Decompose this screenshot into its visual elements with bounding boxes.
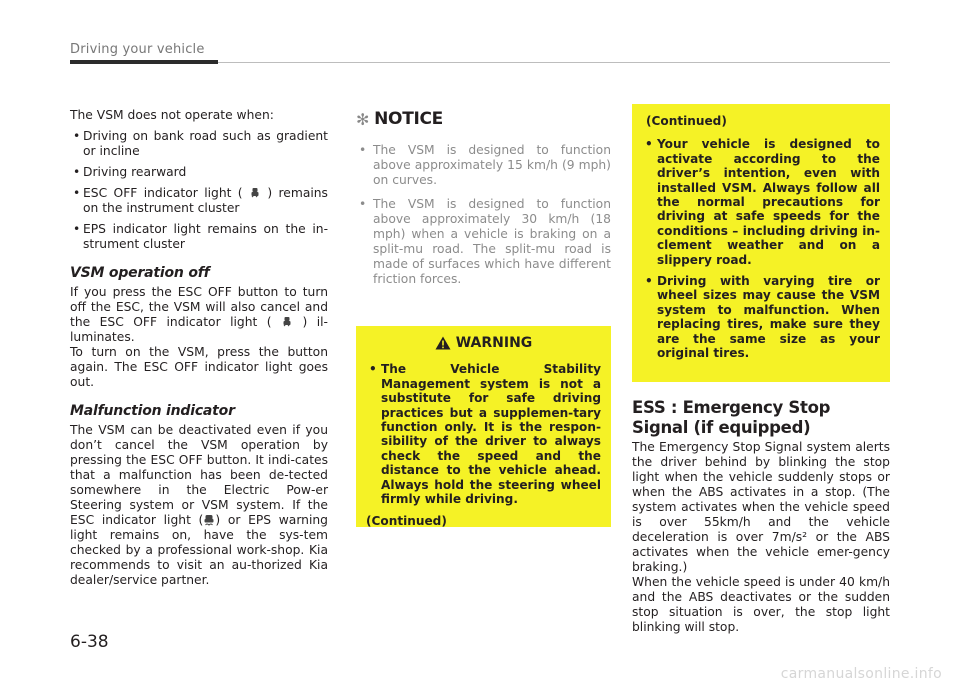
list-item: • EPS indicator light remains on the in-strument cluster — [73, 222, 328, 251]
list-item: • ESC OFF indicator light ( ) remains on the instrument cluster — [73, 186, 328, 215]
watermark: carmanualsonline.info — [780, 666, 942, 682]
middle-column — [356, 108, 611, 296]
warning-list — [366, 362, 601, 506]
vsm-operation-off-text: If you press the ESC OFF button to turn off the ESC, the VSM will also cancel and the ESC OFF indicator light ( ) il-luminates. — [70, 285, 328, 344]
list-item: • Driving with varying tire or wheel sizes may cause the VSM system to malfunction. When replacing tires, make sure they are the same size as your original tires. — [645, 274, 880, 361]
list-item: • Driving rearward — [73, 165, 187, 179]
right-column — [632, 104, 890, 635]
malfunction-indicator-text: The VSM can be deactivated even if you don’t cancel the VSM operation by pressing the ESC OFF button. It indi-cates that a malfunction has been de-tected somewhere in the Electric Pow-er Steering system or VSM system. If the ESC indicator light ( ) or EPS warning light remains on, have the sys-tem checked by a professional work-shop. Kia recommends to visit an au-thorized Kia dealer/service partner. — [70, 423, 328, 587]
vsm-not-operate-list — [70, 129, 328, 252]
header-bar — [70, 60, 218, 64]
esc-indicator-icon — [203, 514, 215, 526]
list-item: • Your vehicle is designed to activate according to the driver’s intention, even with installed VSM. Always follow all the normal precautions for driving at safe speeds for the conditions – including driving in-clement weather and on a slippery road. — [645, 137, 880, 267]
list-item: • The Vehicle Stability Management system is not a substitute for safe driving practices but a supplemen-tary function only. It is the respon-sibility of the driver to always check the speed and the distance to the vehicle ahead. Always hold the steering wheel firmly while driving. — [369, 362, 601, 507]
list-item: • The VSM is designed to function above approximately 15 km/h (9 mph) on curves. — [359, 143, 611, 187]
vsm-turn-on-text: To turn on the VSM, press the button again. The ESC OFF indicator light goes out. — [70, 345, 328, 389]
warning-continued-list — [642, 137, 880, 360]
warning-triangle-icon — [435, 336, 451, 350]
notice-heading: ✻ NOTICE — [356, 109, 443, 129]
section-title: Driving your vehicle — [70, 42, 205, 57]
left-column — [70, 108, 328, 588]
continued-label: (Continued) — [366, 514, 447, 529]
ess-stop-description: When the vehicle speed is under 40 km/h and the ABS deactivates or the sudden stop situation is over, the stop light blinking will stop. — [632, 574, 890, 634]
malfunction-indicator-heading: Malfunction indicator — [70, 403, 235, 419]
notice-list — [356, 143, 611, 287]
header-rule — [218, 62, 890, 63]
list-item: • The VSM is designed to function above approximately 30 km/h (18 mph) when a vehicle is braking on a split-mu road. The split-mu road is made of surfaces which have different friction forces. — [359, 197, 611, 286]
warning-heading: WARNING — [366, 336, 601, 350]
vsm-operation-off-heading: VSM operation off — [70, 265, 210, 281]
warning-box — [356, 326, 611, 527]
warning-continued-box — [632, 104, 890, 382]
vsm-not-operate-intro: The VSM does not operate when: — [70, 108, 274, 122]
notice-gear-icon: ✻ — [356, 110, 370, 129]
esc-off-indicator-icon — [249, 187, 261, 199]
ess-heading: ESS : Emergency Stop Signal (if equipped) — [632, 397, 831, 437]
esc-off-indicator-icon — [281, 316, 293, 328]
ess-description: The Emergency Stop Signal system alerts the driver behind by blinking the stop light when the vehicle suddenly stops or when the ABS activates in a stop. (The system activates when the vehicle speed is over 55km/h and the vehicle deceleration is over 7m/s² or the ABS activates when the vehicle emer-gency braking.) — [632, 439, 890, 574]
page-number: 6-38 — [70, 632, 109, 652]
list-item: • Driving on bank road such as gradient or incline — [73, 129, 328, 158]
continued-title: (Continued) — [646, 114, 727, 128]
